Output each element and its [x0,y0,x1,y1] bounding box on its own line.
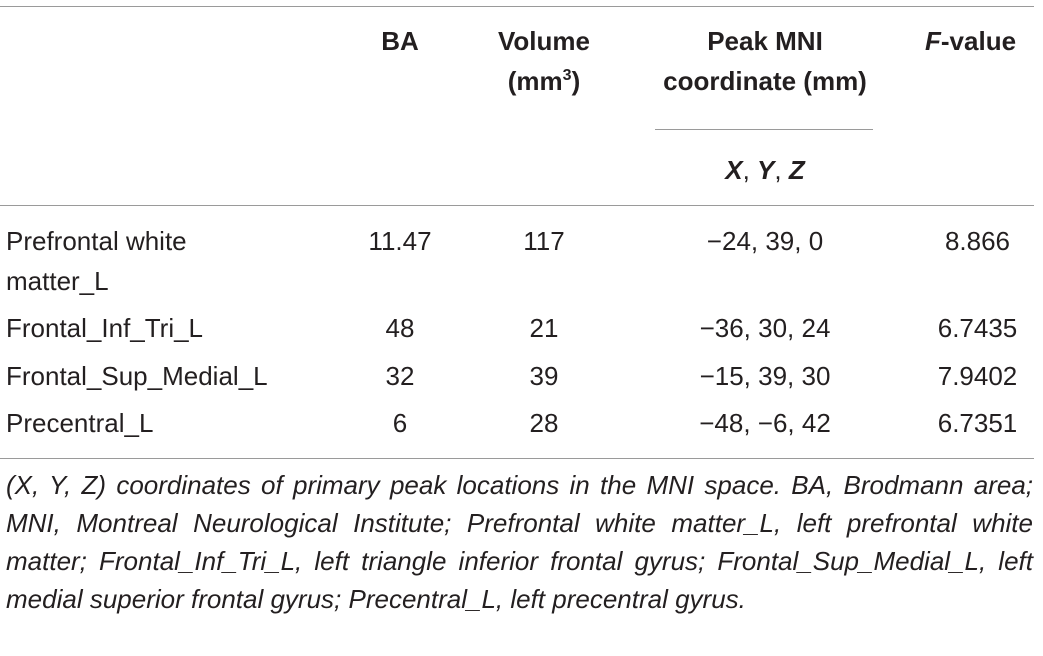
header-xyz [640,150,890,190]
row3-ba: 32 [385,361,415,391]
row4-peak: −48, −6, 42 [699,408,831,438]
row4-volume: 28 [529,408,559,438]
row3-f-value: 7.9402 [937,361,1018,391]
header-peak-line2: coordinate (mm) [663,66,867,96]
header-volume-close: ) [571,66,581,96]
table-header-rule [0,205,1034,206]
header-coord-z: Z [788,155,805,185]
header-f-value [925,21,1043,61]
row3-region: Frontal_Sup_Medial_L [6,361,268,391]
row2-peak: −36, 30, 24 [699,313,831,343]
row2-f-value: 6.7435 [937,313,1018,343]
header-peak-line1: Peak MNI [707,26,823,56]
row1-region-line1: Prefrontal white [6,226,187,256]
row1-region-line2: matter_L [6,266,109,296]
header-coord-sep-2: , [774,155,789,185]
table-footnote: (X, Y, Z) coordinates of primary peak locations in the MNI space. BA, Brodmann area; MNI, Montreal Neurological Institute; Prefrontal white matter_L, left prefrontal white matter; Frontal_Inf_Tri_L, left triangle inferior frontal gyrus; Frontal_Sup_Medial_L, left medial superior frontal gyrus; Precentral_L, left precentral gyrus. [6,470,1033,614]
header-f-rest: -value [940,26,1017,56]
row4-region: Precentral_L [6,408,154,438]
row1-peak: −24, 39, 0 [706,226,824,256]
row3-peak: −15, 39, 30 [699,361,831,391]
header-coord-y: Y [757,155,775,185]
row3-volume: 39 [529,361,559,391]
row4-ba: 6 [392,408,408,438]
header-coord-x: X [725,155,743,185]
header-volume [480,21,608,101]
header-volume-line2 [480,61,608,101]
table-top-rule [0,6,1034,7]
row1-volume: 117 [523,226,565,256]
header-f-italic: F [925,26,941,56]
row4-f-value: 6.7351 [937,408,1018,438]
header-ba: BA [381,26,419,56]
row1-f-value: 8.866 [944,226,1011,256]
table-bottom-rule [0,458,1034,459]
row1-ba: 11.47 [368,226,432,256]
header-peak-subrule [655,129,873,130]
header-peak-mni [640,21,890,101]
row2-volume: 21 [529,313,559,343]
header-volume-sup: 3 [562,67,572,84]
header-volume-line1: Volume [498,26,590,56]
row2-region: Frontal_Inf_Tri_L [6,313,204,343]
header-volume-unit: (mm [507,66,563,96]
row2-ba: 48 [385,313,415,343]
header-coord-sep-1: , [742,155,758,185]
